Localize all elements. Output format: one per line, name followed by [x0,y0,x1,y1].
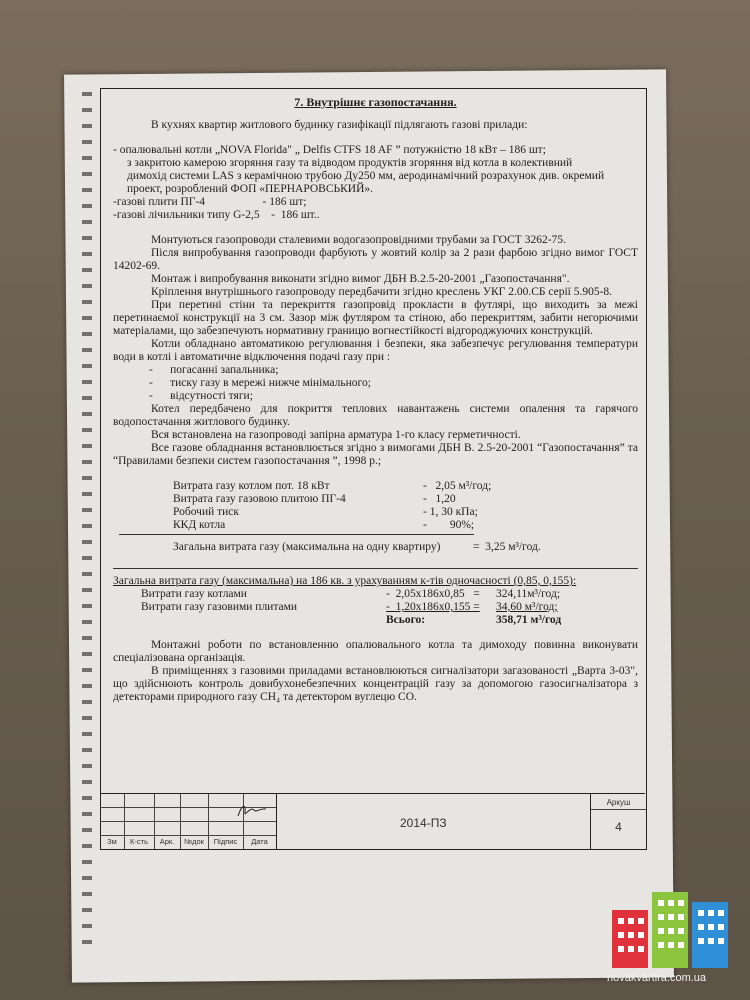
paragraph: Після випробування газопроводи фарбують у жовтий колір за 2 рази фарбою згідно вимог ГОСТ 14202-69. [113,247,638,272]
stamp-grid [100,794,277,849]
section-title: 7. Внутрішнє газопостачання. [294,95,457,109]
paragraph: В приміщеннях з газовими приладами встановлюються сигналізатори загазованості „Варта 3-03", що здійснюють контроль довибухонебезпечних концентрацій газу за допомогою газосигналізатора з детекторами природного газу СН₄ та детектором вуглецю СО. [113,665,638,703]
consumption-total: Загальна витрата газу (максимальна на одну квартиру) = 3,25 м³/год. [173,541,541,553]
paragraph: Монтажні роботи по встановленню опалювального котла та димоходу повинна виконувати спеціалізована організація. [113,639,638,664]
bullet-item: - відсутності тяги; [149,390,253,402]
title-block-stamp [100,793,645,849]
sheet-label: Аркуш [606,798,631,807]
stamp-col-label: Підпис [213,837,238,846]
paragraph: Кріплення внутрішнього газопроводу передбачити згідно креслень УКГ 2.00.СБ серії 5.905-8. [151,286,613,298]
consumption-row: Робочий тиск - 1, 30 кПа; [173,506,478,518]
stamp-col-label: Дата [251,837,268,846]
consumption-row: Витрата газу котлом пот. 18 кВт - 2,05 м³/год; [173,480,492,492]
paragraph: Котел передбачено для покриття теплових навантажень системи опалення та гарячого водопостачання житлового будинку. [113,403,638,428]
consumption-row: ККД котла - 90%; [173,519,475,531]
document-body [113,96,638,704]
document-code: 2014-ПЗ [400,816,447,830]
intro-text: В кухнях квартир житлового будинку газифікації підлягають газові прилади: [151,119,528,131]
watermark-text: novakvartira.com.ua [607,972,707,984]
building-row: Витрати газу газовими плитами - 1,20х186х0,155 = 34,60 м³/год; [141,601,558,613]
paragraph: Вся встановлена на газопроводі запірна арматура 1-го класу герметичності. [151,429,521,441]
paragraph: Монтуються газопроводи сталевими водогазопровідними трубами за ГОСТ 3262-75. [151,234,566,246]
paragraph: При перетині стіни та перекриття газопровід прокласти в футлярі, що виходить за межі перетинаємої конструкції на 3 см. Зазор між футляром та стіною, або перекриттям, забити негорючими матеріалами, що забезпечують нормативну границю вогнестійкості відгороджуючих конструкцій. [113,299,638,337]
stamp-col-label: №док [184,837,204,846]
signature-icon [236,800,268,822]
site-logo-icon [612,888,732,968]
device-line: димохід системи LAS з керамічною трубою Ду250 мм, аеродинамічний розрахунок див. окремий [127,170,605,182]
building-total: Всього: 358,71 м³/год [386,614,562,626]
paragraph: Монтаж і випробування виконати згідно вимог ДБН В.2.5-20-2001 „Газопостачання". [151,273,570,285]
device-line: з закритою камерою згоряння газу та відводом продуктів згоряння від котла в колективний [127,157,573,169]
consumption-row: Витрата газу газовою плитою ПГ-4 - 1,20 [173,493,456,505]
paragraph: Все газове обладнання встановлюється згідно з вимогами ДБН В. 2.5-20-2001 “Газопостачання” та “Правилами безпеки систем газопостачання ”, 1998 р.; [113,442,638,467]
device-line: проект, розроблений ФОП «ПЕРНАРОВСЬКИЙ». [127,183,374,195]
device-line: -газові лічильники типу G-2,5 - 186 шт.. [113,209,320,221]
building-row: Витрати газу котлами - 2,05х186х0,85 = 324,11м³/год; [141,588,561,600]
device-line: -газові плити ПГ-4 - 186 шт; [113,196,307,208]
building-heading: Загальна витрата газу (максимальна) на 186 кв. з урахуванням к-тів одночасності (0,85, 0,155): [113,575,577,587]
sheet-box [590,794,646,849]
paragraph: Котли обладнано автоматикою регулювання і безпеки, яка забезпечує регулювання температури води в котлі і автоматичне відключення подачі газу при : [113,338,638,363]
device-line: - опалювальні котли „NOVA Florida" „ Delfis CTFS 18 AF ” потужністю 18 кВт – 186 шт; [113,144,546,156]
stamp-col-label: Арк. [159,837,175,846]
stamp-col-label: К-сть [130,837,148,846]
bullet-item: - погасанні запальника; [149,364,279,376]
sheet-number: 4 [615,820,622,834]
spiral-binding-holes [82,92,92,952]
stamp-col-label: Зм [107,837,117,846]
bullet-item: - тиску газу в мережі нижче мінімального; [149,377,371,389]
